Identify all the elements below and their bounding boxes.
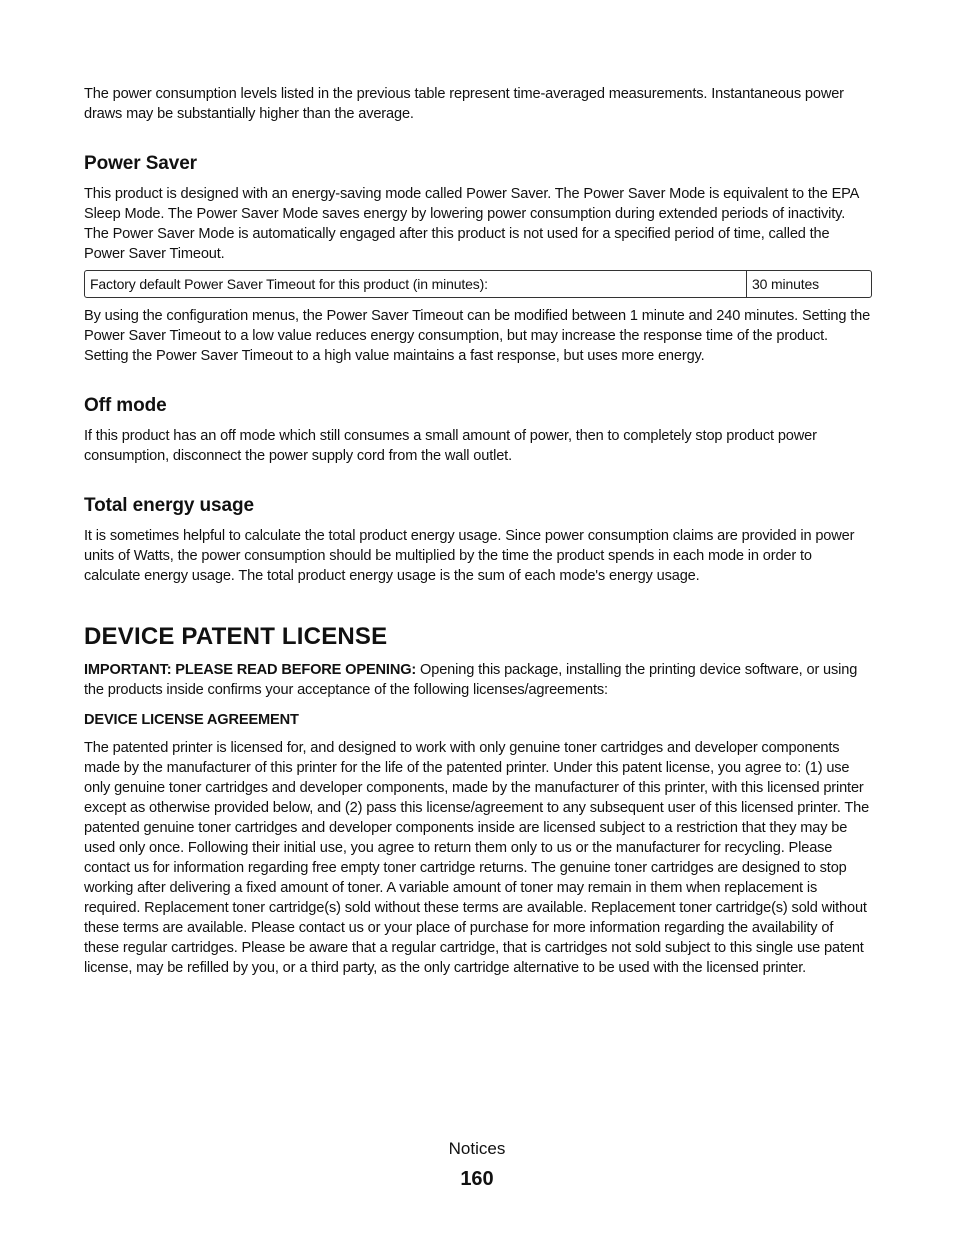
power-saver-config-paragraph: By using the configuration menus, the Power Saver Timeout can be modified between 1 minute and 240 minutes. Setting the Power Saver Timeout to a low value reduces energy consumption, but may increase the response time of the product. Setting the Power Saver Timeout to a high value maintains a fast response, but uses more energy.	[84, 308, 871, 364]
intro-paragraph: The power consumption levels listed in the previous table represent time-averaged measurements. Instantaneous power draws may be substantially higher than the average.	[84, 86, 844, 122]
document-page	[84, 84, 872, 978]
important-text: Opening this package, installing the printing device software, or using the products inside confirms your acceptance of the following licenses/agreements:	[84, 662, 858, 698]
timeout-label-cell: Factory default Power Saver Timeout for this product (in minutes):	[85, 271, 747, 297]
power-saver-heading: Power Saver	[84, 153, 197, 174]
footer-section-label: Notices	[448, 1139, 506, 1158]
power-saver-timeout-table	[84, 270, 872, 298]
device-patent-license-heading: DEVICE PATENT LICENSE	[84, 623, 388, 650]
power-saver-paragraph: This product is designed with an energy-saving mode called Power Saver. The Power Saver Mode is equivalent to the EPA Sleep Mode. The Power Saver Mode saves energy by lowering power consumption during extended periods of inactivity. The Power Saver Mode is automatically engaged after this product is not used for a specified period of time, called the Power Saver Timeout.	[84, 186, 859, 262]
off-mode-paragraph: If this product has an off mode which still consumes a small amount of power, then to completely stop product power consumption, disconnect the power supply cord from the wall outlet.	[84, 428, 817, 464]
important-label: IMPORTANT: PLEASE READ BEFORE OPENING:	[84, 662, 417, 678]
off-mode-heading: Off mode	[84, 395, 167, 416]
timeout-value-cell: 30 minutes	[752, 276, 819, 292]
device-license-agreement-paragraph: The patented printer is licensed for, and designed to work with only genuine toner cartridges and developer components made by the manufacturer of this printer for the life of the patented printer. Under this patent license, you agree to: (1) use only genuine toner cartridges and developer components, made by the manufacturer of this printer, with this licensed printer except as otherwise provided below, and (2) pass this license/agreement to any subsequent user of this licensed printer. The patented genuine toner cartridges and developer components inside are licensed subject to a restriction that they may be used only once. Following their initial use, you agree to return them only to us or the manufacturer for recycling. Please contact us for information regarding free empty toner cartridge returns. The genuine toner cartridges are designed to stop working after delivering a fixed amount of toner. A variable amount of toner may remain in them when replacement is required. Replacement toner cartridge(s) sold without these terms are available. Replacement toner cartridge(s) sold without these terms are available. Please contact us or your place of purchase for more information regarding the availability of these regular cartridges. Please be aware that a regular cartridge, that is cartridges not sold subject to this single use patent license, may be refilled by you, or a third party, as the only cartridge alternative to be used with the licensed printer.	[84, 740, 870, 976]
device-license-agreement-heading: DEVICE LICENSE AGREEMENT	[84, 712, 299, 728]
page-number: 160	[460, 1168, 494, 1190]
total-energy-heading: Total energy usage	[84, 495, 254, 516]
total-energy-paragraph: It is sometimes helpful to calculate the total product energy usage. Since power consumption claims are provided in power units of Watts, the power consumption should be multiplied by the time the product spends in each mode in order to calculate energy usage. The total product energy usage is the sum of each mode's energy usage.	[84, 528, 855, 584]
important-notice-paragraph	[84, 660, 872, 700]
